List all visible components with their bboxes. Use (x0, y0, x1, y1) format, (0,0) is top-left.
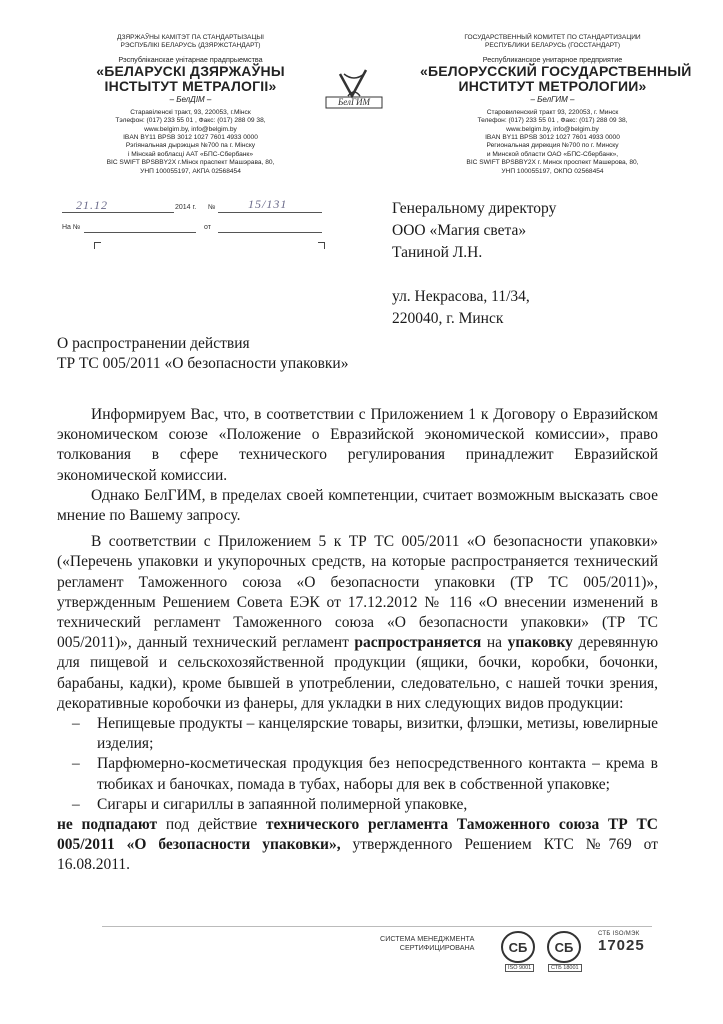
year-label: 2014 г. (175, 204, 197, 211)
institute-abbr: – БелГИМ – (530, 94, 575, 104)
detail-line: www.belgim.by, info@belgim.by (144, 125, 237, 133)
list-marker: – (72, 755, 80, 773)
detail-line: BIC SWIFT BPSBBY2X г.Мінск праспект Машэрава, 80, (106, 159, 275, 167)
institute-name: «БЕЛАРУСКІ ДЗЯРЖАЎНЫ (96, 62, 285, 79)
svg-text:СБ: СБ (554, 940, 574, 955)
accreditation-mark (598, 931, 645, 954)
footer-divider (102, 926, 652, 927)
detail-line: УНП 100055197, ОКПО 02568454 (501, 167, 604, 175)
body-paragraph: В соответствии с Приложением 5 к ТР ТС 005/2011 «О безопасности упаковки» («Перечень упаковки и укупорочных средств, на которые распространяется технический регламент Таможенного союза «О безопасности упаковки (ТР ТС 005/2011)», утвержденным Решением Совета ЕЭК от 17.12.2012 № 116 «О внесении изменений в технический регламент Таможенного союза «О безопасности упаковки» (ТР ТС 005/2011)», данный технический регламент распространяется на упаковку деревянную для пищевой и сельскохозяйственной продукции (ящики, бочки, коробки, бочонки, барабаны, кадки), кроме бывшей в употреблении, следовательно, с нашей точки зрения, декоративные коробочки из фанеры, для укладки в них следующих видов продукции: (57, 533, 659, 712)
detail-line: IBAN BY11 BPSB 3012 1027 7601 4933 0000 (123, 134, 258, 142)
institute-name: ИНСТИТУТ МЕТРОЛОГИИ» (458, 77, 647, 94)
field-corner-mark (318, 242, 325, 249)
belgim-logo (322, 66, 386, 110)
body-paragraph: Информируем Вас, что, в соответствии с Приложением 1 к Договору о Евразийском экономическом союзе «Положение о Евразийской экономической комиссии», право толкования в сфере технического регулирования принадлежит Евразийской экономической комиссии. (57, 406, 658, 484)
header-left (78, 34, 303, 176)
addressee-line: Генеральному директору (392, 200, 557, 217)
bold-term: технического регламента Таможенного союза ТР ТС 005/2011 «О безопасности упаковки», (57, 816, 658, 854)
detail-line: Старавіленскі тракт, 93, 220053, г.Мінск (130, 108, 251, 116)
conclusion-paragraph: не подпадают под действие технического регламента Таможенного союза ТР ТС 005/2011 «О безопасности упаковки», утвержденного Решением КТС №769 от 16.08.2011. (57, 816, 658, 874)
number-handwritten: 15/131 (248, 197, 288, 211)
number-label: № (208, 204, 216, 211)
detail-line: IBAN BY11 BPSB 3012 1027 7601 4933 0000 (485, 134, 620, 142)
stb-cert-logo-icon (500, 930, 536, 964)
management-system-text: СИСТЕМА МЕНЕДЖМЕНТА СЕРТИФИЦИРОВАНА (380, 934, 475, 952)
institute-name: ІНСТЫТУТ МЕТРАЛОГІІ» (104, 77, 277, 94)
cert-caption: СТБ 18001 (548, 964, 582, 972)
detail-line: и Минской области ОАО «БПС-Сбербанк», (486, 150, 619, 158)
enterprise-type: Рэспубліканскае унітарнае прадпрыемства (118, 54, 263, 64)
detail-line: www.belgim.by, info@belgim.by (506, 125, 599, 133)
ref-underline (84, 232, 196, 233)
svg-text:СБ: СБ (508, 940, 528, 955)
list-item: – Парфюмерно-косметическая продукция без непосредственного контакта – крема в тюбиках и баночках, помада в тубах, наборы для век в собственной упаковке; (72, 755, 658, 793)
committee-line: ГОСУДАРСТВЕННЫЙ КОМИТЕТ ПО СТАНДАРТИЗАЦИИ (464, 34, 641, 41)
list-marker: – (72, 795, 80, 813)
letter-body (57, 405, 658, 876)
list-item: – Непищевые продукты – канцелярские товары, визитки, флэшки, метизы, ювелирные изделия; (72, 715, 658, 753)
date-handwritten: 21.12 (76, 198, 108, 212)
committee-line: ДЗЯРЖАЎНЫ КАМІТЭТ ПА СТАНДАРТЫЗАЦЫІ (117, 34, 264, 41)
addressee-block (392, 198, 556, 330)
body-paragraph: Однако БелГИМ, в пределах своей компетенции, считает возможным высказать свое мнение по Вашему запросу. (57, 486, 658, 525)
accreditation-label: СТБ ISO/МЭК (598, 931, 640, 937)
bold-term: не подпадают (57, 816, 158, 834)
committee-line: РЕСПУБЛИКИ БЕЛАРУСЬ (ГОССТАНДАРТ) (484, 42, 621, 50)
addressee-line: ООО «Магия света» (392, 222, 527, 240)
subject-line: ТР ТС 005/2011 «О безопасности упаковки» (57, 355, 349, 372)
from-underline (218, 232, 322, 233)
product-list (57, 714, 658, 815)
bold-term: распространяется (354, 634, 482, 652)
detail-line: Старовиленский тракт 93, 220053, г. Минск (486, 108, 619, 116)
logo-caption: БелГИМ (337, 97, 371, 107)
accreditation-number: 17025 (598, 937, 645, 954)
stb-cert-logo-icon (546, 930, 582, 964)
detail-line: УНП 100055197, АКПА 02568454 (140, 167, 241, 175)
list-marker: – (72, 715, 80, 733)
header-right (420, 34, 692, 176)
addressee-line: Таниной Л.Н. (392, 244, 483, 262)
detail-line: Телефон: (017) 233 55 01 , Факс: (017) 288 09 38, (477, 117, 628, 125)
detail-line: BIC SWIFT BPSBBY2X г. Минск проспект Машерова, 80, (466, 159, 639, 167)
detail-line: і Мінскай вобласці ААТ «БПС-Сбербанк» (128, 150, 253, 158)
addressee-line: 220040, г. Минск (392, 309, 504, 327)
ref-label: На № (62, 224, 81, 231)
addressee-line: ул. Некрасова, 11/34, (392, 287, 530, 305)
number-underline (218, 212, 322, 213)
enterprise-type: Республиканское унитарное предприятие (482, 54, 623, 64)
detail-line: Региональная дирекция №700 по г. Минску (486, 142, 619, 150)
institute-abbr: – БелДІМ – (169, 94, 212, 104)
from-label: от (204, 224, 211, 231)
institute-name: «БЕЛОРУССКИЙ ГОСУДАРСТВЕННЫЙ (420, 62, 692, 79)
subject-line: О распространении действия (57, 335, 250, 352)
subject-block (57, 334, 348, 374)
detail-line: Рэгіянальная дырэкцыя №700 па г. Мінску (125, 142, 256, 150)
cert-caption: ISO 9001 (505, 964, 534, 972)
detail-line: Тэлефон: (017) 233 55 01 , Факс: (017) 288 09 38, (115, 117, 266, 125)
list-item: – Сигары и сигариллы в запаянной полимерной упаковке, (57, 795, 658, 815)
bold-term: упаковку (507, 634, 573, 652)
field-corner-mark (94, 242, 101, 249)
addressee-line (392, 265, 556, 286)
committee-line: РЭСПУБЛІКІ БЕЛАРУСЬ (ДЗЯРЖСТАНДАРТ) (120, 42, 261, 50)
